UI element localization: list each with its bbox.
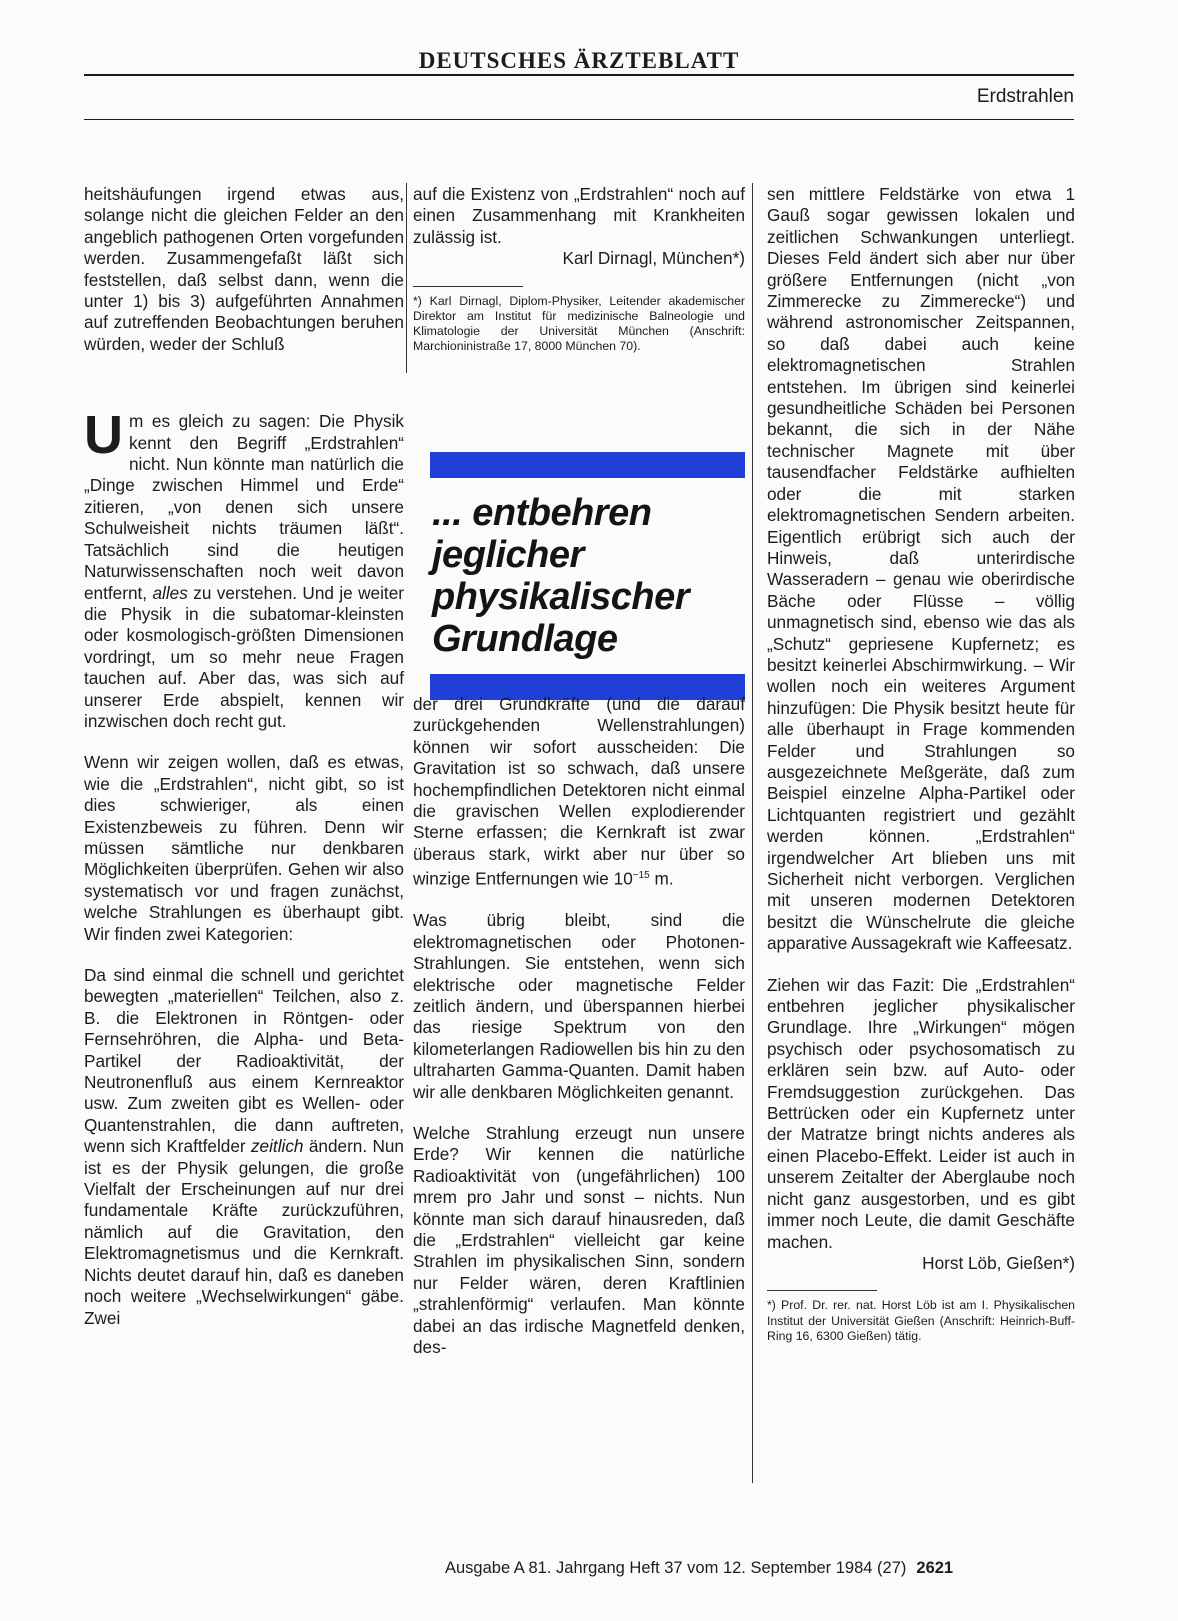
col3-paragraph-1: sen mittlere Feldstärke von etwa 1 Gauß sogar gewissen lokalen und zeitlichen Schwankungen unterliegt. Dieses Feld ändert sich aber nur über größere Entfernungen (nicht „von Zimmerecke zu Zimmerecke“) und während astronomischer Zeitspannen, so daß dabei auch keine elektromagnetischen Strahlen entstehen. Im übrigen sind keinerlei gesundheitliche Schäden bei Personen bekannt, die sich in der Nähe technischer Magnete mit über tausendfacher Feldstärke aufhielten oder die mit starken elektromagnetischen Sendern arbeiten. Eigentlich erübrigt sich auch der Hinweis, daß unterirdische Wasseradern – genau wie oberirdische Bäche oder Flüsse – völlig unmagnetisch sind, ebenso wie das als „Schutz“ gepriesene Kupfernetz; es besitzt keinerlei Abschirmwirkung. – Wir wollen noch ein weiteres Argument hinzufügen: Die Physik besitzt heute für alle überhaupt in Frage kommenden Felder und Strahlungen so ausgezeichnete Meßgeräte, daß zum Beispiel einzelne Alpha-Partikel oder Lichtquanten registriert und gezählt werden können. „Erdstrahlen“ irgendwelcher Art blieben uns mit Sicherheit nicht verborgen. Verglichen mit unseren modernen Detektoren besitzt die Wünschelrute die gleiche apparative Aussagekraft wie Kaffeesatz. <box>767 184 1075 954</box>
footnote-rule <box>767 1290 877 1291</box>
col1-paragraph-1: heitshäufungen irgend etwas aus, solange nicht die gleichen Felder an den angeblich pathogenen Orten vorgefunden werden. Zusammengefaßt läßt sich feststellen, daß selbst dann, wenn die unter 1) bis 3) aufgeführten Annahmen auf zutreffenden Beobachtungen beruhen würden, weder der Schluß <box>84 184 404 354</box>
col2-paragraph-2: der drei Grundkräfte (und die darauf zurückgehenden Wellenstrahlungen) können wir sofort ausscheiden: Die Gravitation ist so schwach, daß unsere hochempfindlichen Detektoren nicht einmal die gravischen Wellen explodierender Sterne erfassen; die Kernkraft ist zwar überaus stark, wirkt aber nur über so winzige Entfernungen wie $10^{-15}$ m. <box>413 694 745 889</box>
column-divider-2 <box>752 183 753 1483</box>
column-2-top <box>413 184 745 354</box>
col1-paragraph-3: Wenn wir zeigen wollen, daß es etwas, wie die „Erdstrahlen“, nicht gibt, so ist dies schwieriger, als einen Existenzbeweis zu führen. Denn wir müssen sämtliche nur denkbaren Möglichkeiten überprüfen. Gehen wir also systematisch vor und fragen zunächst, welche Strahlungen es überhaupt gibt. Wir finden zwei Kategorien: <box>84 752 404 944</box>
page-footer <box>445 1559 953 1578</box>
footnote-loeb: *) Prof. Dr. rer. nat. Horst Löb ist am I. Physikalischen Institut der Universität Gießen (Anschrift: Heinrich-Buff-Ring 16, 6300 Gießen) tätig. <box>767 1298 1075 1343</box>
column-3 <box>767 184 1075 1344</box>
footnote-dirnagl: *) Karl Dirnagl, Diplom-Physiker, Leitender akademischer Direktor am Institut für medizinische Balneologie und Klimatologie der Universität München (Anschrift: Marchioninistraße 17, 8000 München 70). <box>413 293 745 354</box>
section-title: Erdstrahlen <box>976 86 1074 107</box>
author-signature-loeb: Horst Löb, Gießen*) <box>922 1252 1075 1273</box>
author-signature-dirnagl: Karl Dirnagl, München*) <box>562 248 745 269</box>
issue-info: Ausgabe A 81. Jahrgang Heft 37 vom 12. September 1984 (27) <box>445 1559 907 1577</box>
page-number: 2621 <box>916 1559 954 1577</box>
footnote-rule <box>413 286 523 287</box>
header-rule <box>84 74 1074 76</box>
col1-paragraph-4: Da sind einmal die schnell und gerichtet bewegten „materiellen“ Teilchen, also z. B. die Elektronen in Röntgen- oder Fernsehröhren, die Alpha- und Beta-Partikel der Radioaktivität, der Neutronenfluß aus einem Kernreaktor usw. Zum zweiten gibt es Wellen- oder Quantenstrahlen, die dann auftreten, wenn sich Kraftfelder zeitlich ändern. Nun ist es der Physik gelungen, die große Vielfalt der Erscheinungen auf nur drei fundamentale Kräfte zurückzuführen, nämlich auf die Gravitation, den Elektromagnetismus und die Kernkraft. Nichts deutet darauf hin, daß es daneben noch weitere „Wechselwirkungen“ gäbe. Zwei <box>84 965 404 1328</box>
col2-paragraph-1: auf die Existenz von „Erdstrahlen“ noch auf einen Zusammenhang mit Krankheiten zulässig ist. <box>413 184 745 247</box>
headline-bar-top <box>430 452 745 478</box>
column-1 <box>84 184 404 1329</box>
col2-paragraph-4: Welche Strahlung erzeugt nun unsere Erde? Wir kennen die natürliche Radioaktivität von (ungefährlichen) 100 mrem pro Jahr und sonst – nichts. Nun könnte man sich darauf hinausreden, daß die „Erdstrahlen“ vielleicht gar keine Strahlen im physikalischen Sinn, sondern nur Felder wären, deren Kraftlinien „strahlenförmig“ verlaufen. Man könnte dabei an das irdische Magnetfeld denken, des- <box>413 1123 745 1358</box>
headline: ... entbehren jeglicher physikalischer Grundlage <box>432 492 690 660</box>
column-divider-1 <box>406 183 407 373</box>
column-2-bottom <box>413 694 745 1359</box>
section-rule <box>84 119 1074 120</box>
drop-cap: U <box>84 405 123 466</box>
col3-paragraph-2: Ziehen wir das Fazit: Die „Erdstrahlen“ entbehren jeglicher physikalischer Grundlage. Ihre „Wirkungen“ mögen psychisch oder psychosomatisch zu erklären sein bzw. auf Auto- oder Fremdsuggestion zurückgehen. Das Bettrücken oder ein Kupfernetz unter der Matratze bringt nichts anderes als einen Placebo-Effekt. Leider ist auch in unserem Zeitalter der Aberglaube noch nicht ganz ausgestorben, und es gibt immer noch Leute, die damit Geschäfte machen. <box>767 974 1075 1252</box>
journal-title: DEUTSCHES ÄRZTEBLATT <box>418 48 740 73</box>
headline-box <box>430 452 745 700</box>
col1-paragraph-2: Um es gleich zu sagen: Die Physik kennt den Begriff „Erdstrahlen“ nicht. Nun könnte man natürlich die „Dinge zwischen Himmel und Erde“ zitieren, „von denen sich unsere Schulweisheit nichts träumen läßt“. Tatsächlich sind die heutigen Naturwissenschaften noch weit davon entfernt, alles zu verstehen. Und je weiter die Physik in die subatomar-kleinsten oder kosmologisch-größten Dimensionen vordringt, um so mehr neue Fragen tauchen auf. Aber das, was sich auf unserer Erde abspielt, kennen wir inzwischen doch recht gut. <box>84 405 404 731</box>
col2-paragraph-3: Was übrig bleibt, sind die elektromagnetischen oder Photonen-Strahlungen. Sie entstehen, wenn sich elektrische oder magnetische Felder zeitlich ändern, und überspannen hierbei das riesige Spektrum von den kilometerlangen Radiowellen bis hin zu den ultraharten Gamma-Quanten. Damit haben wir alle denkbaren Möglichkeiten genannt. <box>413 910 745 1102</box>
